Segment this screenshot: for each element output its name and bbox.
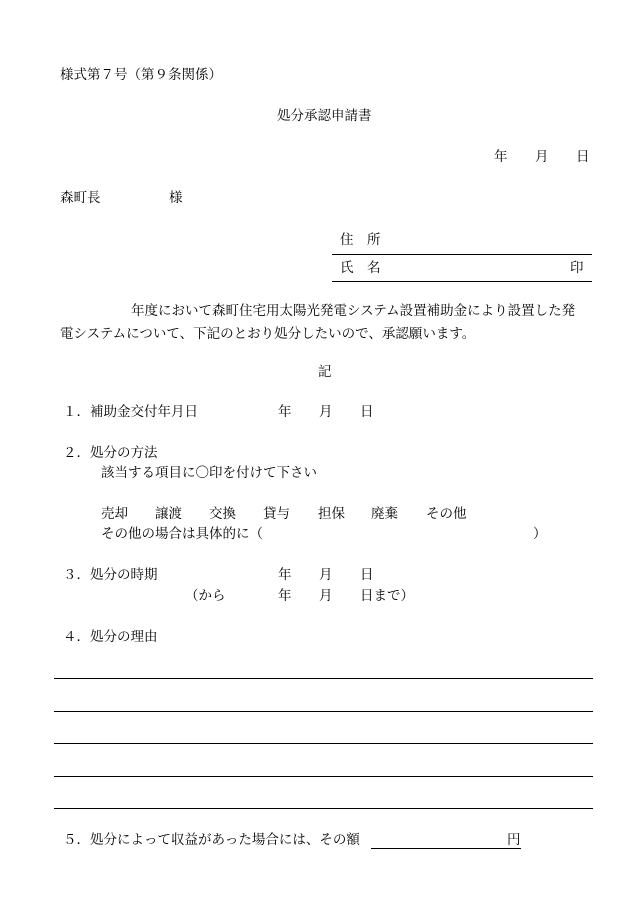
date-month-label: 月: [535, 149, 549, 165]
other-specify-close: ）: [533, 526, 547, 542]
name-label: 氏 名: [340, 260, 381, 276]
item2-instruction: 該当する項目に〇印を付けて下さい: [101, 465, 317, 481]
body-line-2: 電システムについて、下記のとおり処分したいので、承認願います。: [60, 326, 476, 342]
form-number: 様式第７号（第９条関係）: [60, 67, 222, 83]
profit-unit: 円: [507, 832, 521, 848]
ki-heading: 記: [318, 364, 332, 380]
addressee-name: 森町長: [60, 190, 101, 206]
item2-label: ２．処分の方法: [63, 445, 158, 461]
option-disposal[interactable]: 廃棄: [371, 506, 398, 522]
body-line-1: 年度において森町住宅用太陽光発電システム設置補助金により設置した発: [131, 303, 576, 319]
option-transfer[interactable]: 譲渡: [155, 506, 182, 522]
address-field-line[interactable]: [332, 254, 592, 255]
reason-line-1[interactable]: [54, 678, 593, 679]
item3-year: 年: [278, 567, 292, 583]
option-sale[interactable]: 売却: [101, 506, 128, 522]
reason-line-2[interactable]: [54, 711, 593, 712]
item1-label: １．補助金交付年月日: [63, 404, 198, 420]
option-other[interactable]: その他: [426, 506, 467, 522]
item4-label: ４．処分の理由: [63, 629, 158, 645]
reason-line-5[interactable]: [54, 808, 593, 809]
item3-from-prefix: （から: [185, 588, 226, 604]
reason-line-3[interactable]: [54, 743, 593, 744]
page-title: 処分承認申請書: [277, 108, 372, 124]
item3-month: 月: [319, 567, 333, 583]
item3-from-month: 月: [319, 588, 333, 604]
item5-label: ５．処分によって収益があった場合には、その額: [63, 832, 360, 848]
profit-amount-line[interactable]: [371, 848, 521, 849]
seal-mark: 印: [570, 260, 584, 276]
item3-from-day: 日まで）: [360, 588, 414, 604]
item1-year: 年: [278, 404, 292, 420]
date-day-label: 日: [576, 149, 590, 165]
item1-month: 月: [319, 404, 333, 420]
name-field-line[interactable]: [332, 281, 592, 282]
item3-from-year: 年: [278, 588, 292, 604]
item3-label: ３．処分の時期: [63, 567, 158, 583]
item1-day: 日: [360, 404, 374, 420]
reason-line-4[interactable]: [54, 776, 593, 777]
option-lease[interactable]: 貸与: [263, 506, 290, 522]
date-year-label: 年: [494, 149, 508, 165]
item3-day: 日: [360, 567, 374, 583]
addressee-honorific: 様: [169, 190, 183, 206]
option-collateral[interactable]: 担保: [318, 506, 345, 522]
address-label: 住 所: [340, 232, 381, 248]
other-specify-text: その他の場合は具体的に（: [101, 526, 263, 542]
option-exchange[interactable]: 交換: [209, 506, 236, 522]
